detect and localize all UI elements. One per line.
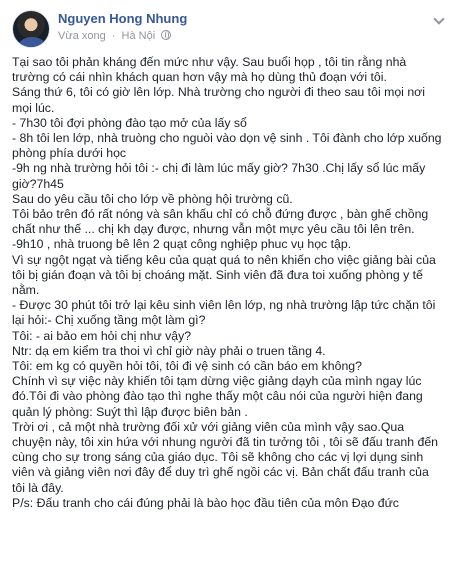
chevron-down-icon[interactable] <box>433 14 445 26</box>
avatar-figure <box>19 37 45 48</box>
post-line: Vì sự ngột ngạt và tiếng kêu của quạt quá to nên khiến cho việc giảng bài của tôi bị gián đoạn và tôi bị choáng mặt. Sinh viên đã đưa toi xuống phòng y tế nằm. <box>12 252 436 298</box>
post-line: - Được 30 phút tôi trở lại kêu sinh viên lên lớp, ng nhà trường lập tức chặn tôi lại hỏi:- Chị xuống tầng một làm gì? <box>12 298 436 328</box>
post-line: Tôi: em kg có quyền hỏi tôi, tôi đi vệ sinh có cần báo em không? <box>12 359 362 374</box>
post-time[interactable]: Vừa xong <box>58 30 106 42</box>
post-line: Sáng thứ 6, tôi có giờ lên lớp. Nhà trường cho người đi theo sau tôi mọi nơi mọi lúc. <box>12 85 425 115</box>
post-location[interactable]: Hà Nội <box>121 30 156 42</box>
post-meta <box>58 30 171 42</box>
author-name[interactable]: Nguyen Hong Nhung <box>58 11 188 26</box>
post-header <box>12 10 449 50</box>
post-line: Trời ơi , cả một nhà trường đối xử với giảng viên của mình vậy sao.Qua chuyện này, tôi xin hứa với nhung người đã tin tưởng tôi , tôi sẽ đấu tranh đến cùng cho sự trong sáng của giáo dục. Tôi sẽ không cho các vị lợi dụng sinh viên và giảng viên nơi đây để duy trì ghế ngồi các vị. Bản chất đấu tranh của tôi là đây. <box>12 419 439 495</box>
globe-icon[interactable] <box>161 30 171 40</box>
post-line: Tại sao tôi phản kháng đến mức như vậy. Sau buổi họp , tôi tin rằng nhà trường có cái nhìn khách quan hơn vậy mà họ dùng thủ đoạn với tôi. <box>12 55 407 85</box>
post-line: Ntr: dạ em kiểm tra thoi vì chỉ giờ này phải o truen tầng 4. <box>12 343 326 358</box>
post-line: P/s: Đấu tranh cho cái đúng phải là bào học đầu tiên của môn Đạo đức <box>12 495 399 510</box>
post-line: Sau do yêu cầu tôi cho lớp về phòng hội trường cũ. <box>12 191 293 206</box>
post-line: - 8h tôi len lớp, nhà truòng cho nguòi vào dọn vệ sinh . Tôi đành cho lớp xuống phòng phía dưới học <box>12 131 442 161</box>
post-line: -9h10 , nhà truong bê lên 2 quạt công nghiệp phuc vụ học tập. <box>12 237 352 252</box>
post-line: Chính vì sự việc này khiến tôi tạm dừng việc giảng dạyh của mình ngay lúc đó.Tôi đi vào phòng đào tạo thì nghe thấy một câu nói của người hiện đang quản lý phòng: Suýt thì lập được biên bản . <box>12 374 423 419</box>
avatar[interactable] <box>12 10 50 48</box>
post-line: Tôi: - ai bảo em hỏi chị như vậy? <box>12 328 192 343</box>
post-line: Tôi bảo trên đó rất nóng và sân khấu chỉ có chỗ đứng được , bàn ghế chồng chất như thế ... chị kh dạy được, nhưng vẫn một mực yêu cầu tôi lên trên. <box>12 207 429 237</box>
post-line: -9h ng nhà trường hỏi tôi :- chị đi làm lúc mấy giờ? 7h30 .Chị lấy sổ lúc mấy giờ?7h45 <box>12 161 426 191</box>
meta-separator: · <box>111 30 116 42</box>
post-body <box>12 55 444 511</box>
post-line: - 7h30 tôi đợi phòng đào tạo mở của lấy sổ <box>12 115 247 130</box>
